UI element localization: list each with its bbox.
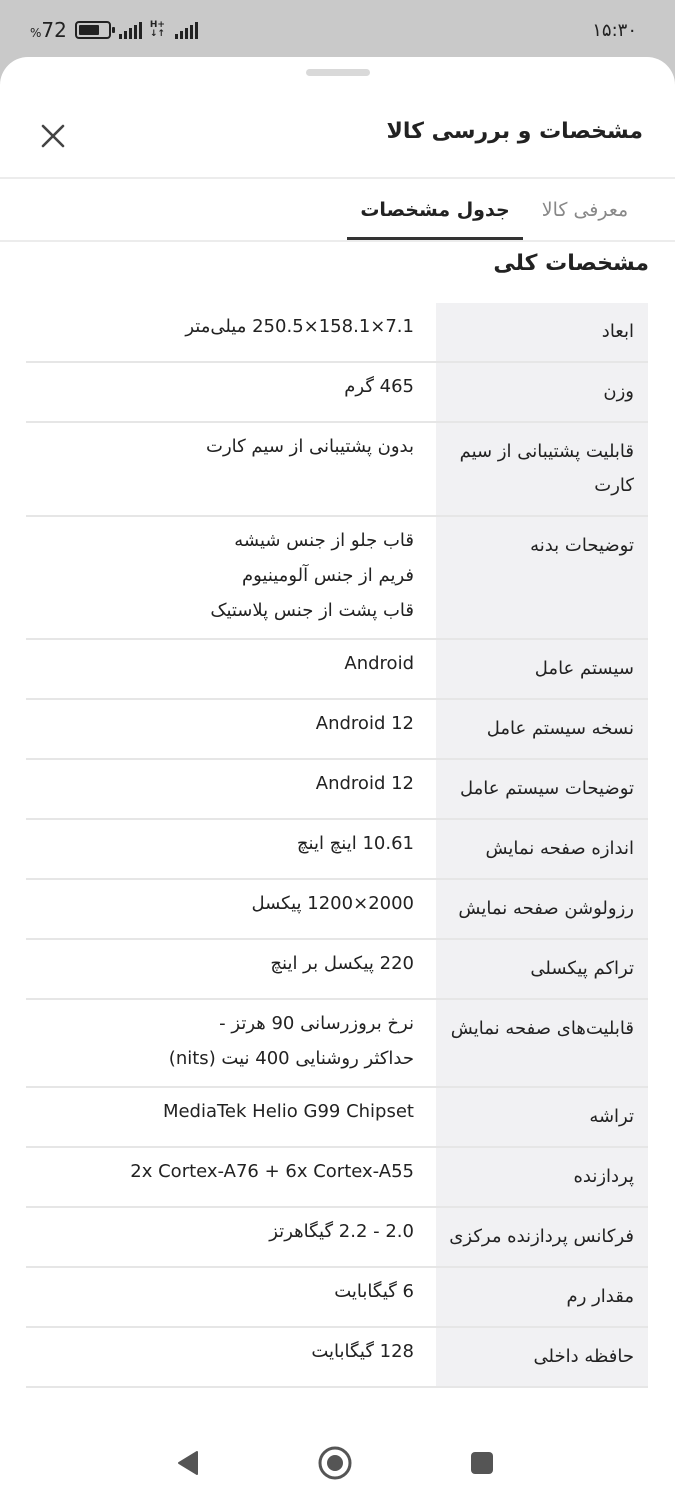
- spec-value-line: Android 12: [315, 773, 414, 794]
- spec-value: [26, 363, 436, 421]
- spec-key: توضیحات بدنه: [436, 517, 648, 638]
- spec-value-line: نرخ بروزرسانی 90 هرتز -: [219, 1013, 414, 1034]
- sheet-title: مشخصات و بررسی کالا: [386, 119, 643, 144]
- signal-strength-icon: [119, 21, 142, 39]
- battery-icon: [75, 21, 111, 39]
- bottom-sheet: [0, 57, 675, 1429]
- spec-value-line: 10.61 اینچ اینچ: [296, 833, 414, 854]
- spec-row: [26, 303, 648, 363]
- spec-value-line: 7.1×158.1×250.5 میلی‌متر: [185, 316, 414, 337]
- spec-key: تراکم پیکسلی: [436, 940, 648, 998]
- spec-value: [26, 1148, 436, 1206]
- tab-spec-table[interactable]: جدول مشخصات: [360, 199, 510, 221]
- spec-value-line: 128 گیگابایت: [311, 1341, 414, 1362]
- signal-strength-icon-2: [175, 21, 198, 39]
- spec-key: سیستم عامل: [436, 640, 648, 698]
- spec-value-line: قاب جلو از جنس شیشه: [234, 530, 414, 551]
- spec-key: قابلیت پشتیبانی از سیم کارت: [436, 423, 648, 515]
- spec-row: [26, 1268, 648, 1328]
- spec-value: [26, 1088, 436, 1146]
- spec-value: [26, 700, 436, 758]
- spec-row: [26, 1328, 648, 1388]
- spec-key: حافظه داخلی: [436, 1328, 648, 1386]
- battery-percentage: %72: [30, 18, 67, 42]
- spec-value: [26, 640, 436, 698]
- spec-value-line: 2x Cortex-A76 + 6x Cortex-A55: [130, 1161, 414, 1182]
- spec-table: [26, 303, 648, 1388]
- spec-value: [26, 760, 436, 818]
- back-button[interactable]: [168, 1443, 208, 1483]
- spec-value-line: 220 پیکسل بر اینچ: [270, 953, 414, 974]
- spec-key: توضیحات سیستم عامل: [436, 760, 648, 818]
- spec-value: [26, 940, 436, 998]
- home-button[interactable]: [315, 1443, 355, 1483]
- spec-value: [26, 880, 436, 938]
- close-icon: [40, 123, 66, 149]
- spec-value: [26, 423, 436, 515]
- spec-row: [26, 1088, 648, 1148]
- spec-key: اندازه صفحه نمایش: [436, 820, 648, 878]
- spec-row: [26, 640, 648, 700]
- spec-row: [26, 363, 648, 423]
- spec-row: [26, 1000, 648, 1088]
- spec-value-line: Android 12: [315, 713, 414, 734]
- spec-value: [26, 1268, 436, 1326]
- spec-value-line: حداکثر روشنایی 400 نیت (nits): [168, 1048, 414, 1069]
- status-indicators: [30, 18, 198, 42]
- network-type-indicator: H+ ↓↑: [149, 20, 165, 39]
- spec-row: [26, 1148, 648, 1208]
- clock: ۱۵:۳۰: [592, 20, 637, 41]
- spec-key: فرکانس پردازنده مرکزی: [436, 1208, 648, 1266]
- status-bar: [0, 0, 675, 62]
- spec-value-line: 2000×1200 پیکسل: [251, 893, 414, 914]
- spec-row: [26, 820, 648, 880]
- spec-row: [26, 1208, 648, 1268]
- system-navigation-bar: [0, 1429, 675, 1500]
- spec-key: تراشه: [436, 1088, 648, 1146]
- spec-key: رزولوشن صفحه نمایش: [436, 880, 648, 938]
- spec-value-line: 6 گیگابایت: [334, 1281, 414, 1302]
- sheet-header: [0, 97, 675, 177]
- close-button[interactable]: [34, 117, 72, 155]
- back-icon: [175, 1449, 201, 1477]
- spec-row: [26, 940, 648, 1000]
- spec-key: پردازنده: [436, 1148, 648, 1206]
- recents-icon: [469, 1450, 495, 1476]
- drag-handle[interactable]: [306, 69, 370, 76]
- spec-value-line: 2.0 - 2.2 گیگاهرتز: [269, 1221, 414, 1242]
- spec-value: [26, 1000, 436, 1086]
- spec-value: [26, 517, 436, 638]
- spec-value-line: 465 گرم: [344, 376, 414, 397]
- spec-value-line: MediaTek Helio G99 Chipset: [162, 1101, 414, 1122]
- spec-value-line: Android: [344, 653, 414, 674]
- spec-key: وزن: [436, 363, 648, 421]
- spec-value: [26, 303, 436, 361]
- spec-value: [26, 1328, 436, 1386]
- spec-key: نسخه سیستم عامل: [436, 700, 648, 758]
- spec-value-line: بدون پشتیبانی از سیم کارت: [206, 436, 414, 457]
- tab-product-intro[interactable]: معرفی کالا: [541, 199, 629, 221]
- spec-value: [26, 820, 436, 878]
- spec-row: [26, 517, 648, 640]
- home-icon: [317, 1445, 353, 1481]
- spec-value-line: قاب پشت از جنس پلاستیک: [210, 600, 414, 621]
- spec-row: [26, 760, 648, 820]
- spec-key: ابعاد: [436, 303, 648, 361]
- spec-value: [26, 1208, 436, 1266]
- spec-row: [26, 700, 648, 760]
- tab-bar: [0, 179, 675, 241]
- spec-row: [26, 423, 648, 517]
- spec-row: [26, 880, 648, 940]
- spec-key: مقدار رم: [436, 1268, 648, 1326]
- tabs-divider: [0, 240, 675, 242]
- recents-button[interactable]: [462, 1443, 502, 1483]
- spec-value-line: فریم از جنس آلومینیوم: [241, 565, 414, 586]
- spec-key: قابلیت‌های صفحه نمایش: [436, 1000, 648, 1086]
- section-title: مشخصات کلی: [493, 251, 649, 276]
